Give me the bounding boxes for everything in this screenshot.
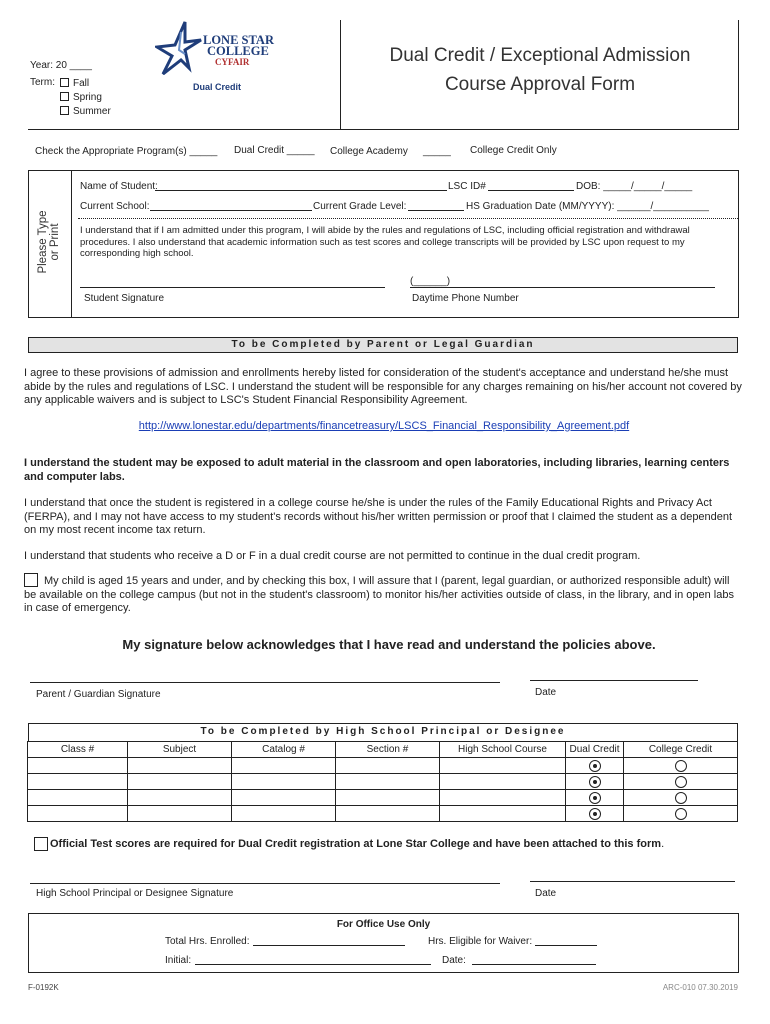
acknowledgement-statement: My signature below acknowledges that I have read and understand the policies above. xyxy=(122,637,656,652)
table-row xyxy=(28,806,738,822)
year-field[interactable]: Year: 20 ____ xyxy=(30,60,92,71)
course-table xyxy=(27,741,738,822)
table-cell-input[interactable] xyxy=(232,806,336,822)
dotted-divider xyxy=(78,218,738,219)
current-school-input[interactable] xyxy=(150,201,312,211)
financial-agreement-link[interactable]: http://www.lonestar.edu/departments/financetreasury/LSCS_Financial_Responsibility_Agreement.pdf xyxy=(138,420,630,432)
principal-signature-label: High School Principal or Designee Signature xyxy=(36,888,234,899)
term-label: Term: xyxy=(30,77,55,88)
college-credit-radio-icon[interactable] xyxy=(675,792,687,804)
principal-section-heading: To be Completed by High School Principal or Designee xyxy=(28,723,738,741)
college-credit-radio-icon[interactable] xyxy=(675,808,687,820)
table-cell-input[interactable] xyxy=(232,758,336,774)
table-cell-input[interactable] xyxy=(336,774,440,790)
table-row xyxy=(28,790,738,806)
hrs-enrolled-input[interactable] xyxy=(253,936,405,946)
adult-material-text: I understand the student may be exposed to adult material in the classroom and open laboratories, including libraries, learning centers and computer labs. xyxy=(24,457,730,483)
table-cell-input[interactable] xyxy=(336,758,440,774)
test-scores-text: Official Test scores are required for Dual Credit registration at Lone Star College and have been attached to this form. xyxy=(50,838,665,850)
table-row xyxy=(28,758,738,774)
col-subject: Subject xyxy=(128,742,232,758)
phone-area-code: (______) xyxy=(410,276,451,287)
table-row xyxy=(28,774,738,790)
logo-text: LONE STAR xyxy=(203,33,274,47)
current-school-label: Current School: xyxy=(80,201,150,212)
table-cell-input[interactable] xyxy=(128,806,232,822)
hrs-waiver-input[interactable] xyxy=(535,936,597,946)
table-cell-input[interactable] xyxy=(128,758,232,774)
table-cell-input[interactable] xyxy=(440,790,566,806)
college-credit-cell xyxy=(624,806,738,822)
header-rule xyxy=(28,129,739,130)
form-subtitle: Course Approval Form xyxy=(444,74,636,95)
form-number: F-0192K xyxy=(28,983,59,992)
table-cell-input[interactable] xyxy=(336,806,440,822)
parent-section-heading: To be Completed by Parent or Legal Guardian xyxy=(28,337,738,353)
col-hs-course: High School Course xyxy=(440,742,566,758)
dual-credit-grade-text: I understand that students who receive a D or F in a dual credit course are not permitted to continue in the dual credit program. xyxy=(24,550,641,562)
table-cell-input[interactable] xyxy=(232,774,336,790)
principal-signature-input[interactable] xyxy=(30,876,500,884)
table-cell-input[interactable] xyxy=(232,790,336,806)
college-credit-cell xyxy=(624,790,738,806)
grade-level-label: Current Grade Level: xyxy=(313,201,407,212)
checkbox-icon[interactable] xyxy=(60,92,69,101)
term-spring[interactable]: Spring xyxy=(60,91,111,105)
table-cell-input[interactable] xyxy=(128,774,232,790)
test-scores-checkbox[interactable] xyxy=(34,837,48,851)
dual-credit-radio-icon[interactable] xyxy=(589,792,601,804)
hrs-enrolled-label: Total Hrs. Enrolled: xyxy=(165,936,250,947)
col-catalog: Catalog # xyxy=(232,742,336,758)
col-dual-credit: Dual Credit xyxy=(566,742,624,758)
dual-credit-cell xyxy=(566,774,624,790)
please-type-label: Please Type or Print xyxy=(37,210,61,274)
term-summer[interactable]: Summer xyxy=(60,105,111,119)
parent-date-input[interactable] xyxy=(530,673,698,681)
initial-input[interactable] xyxy=(195,955,431,965)
table-cell-input[interactable] xyxy=(128,790,232,806)
col-section: Section # xyxy=(336,742,440,758)
lsc-id-label: LSC ID# xyxy=(448,181,486,192)
parent-signature-input[interactable] xyxy=(30,675,500,683)
table-cell-input[interactable] xyxy=(28,774,128,790)
college-logo xyxy=(155,20,295,100)
student-signature-label: Student Signature xyxy=(84,293,165,304)
initial-label: Initial: xyxy=(165,955,192,966)
dual-credit-cell xyxy=(566,806,624,822)
college-credit-cell xyxy=(624,774,738,790)
age-15-text: My child is aged 15 years and under, and by checking this box, I will assure that I (parent, legal guardian, or authorized responsible adult) will be available on the college campus (but not in the student's classroom) to monitor his/her activities outside of class, in the library, and in open labs in case of emergency. xyxy=(24,575,734,614)
table-cell-input[interactable] xyxy=(28,790,128,806)
phone-input[interactable] xyxy=(410,280,715,288)
dob-field[interactable]: DOB: _____/_____/_____ xyxy=(576,181,693,192)
hrs-waiver-label: Hrs. Eligible for Waiver: xyxy=(428,936,533,947)
term-fall[interactable]: Fall xyxy=(60,77,111,91)
phone-label: Daytime Phone Number xyxy=(412,293,519,304)
logo-tagline: Dual Credit xyxy=(193,82,242,92)
dual-credit-radio-icon[interactable] xyxy=(589,808,601,820)
college-credit-radio-icon[interactable] xyxy=(675,776,687,788)
program-blank[interactable]: _____ xyxy=(423,146,451,157)
form-title: Dual Credit / Exceptional Admission xyxy=(389,45,691,66)
table-cell-input[interactable] xyxy=(28,758,128,774)
table-header-row xyxy=(28,742,738,758)
dual-credit-radio-icon[interactable] xyxy=(589,760,601,772)
term-options xyxy=(60,77,111,119)
form-revision: ARC-010 07.30.2019 xyxy=(662,983,738,992)
logo-text: COLLEGE xyxy=(207,44,269,58)
logo-text: CYFAIR xyxy=(215,57,250,67)
program-college-academy[interactable]: College Academy xyxy=(330,146,408,157)
col-college-credit: College Credit xyxy=(624,742,738,758)
star-icon xyxy=(155,20,205,75)
checkbox-icon[interactable] xyxy=(60,78,69,87)
table-cell-input[interactable] xyxy=(440,758,566,774)
grade-level-input[interactable] xyxy=(408,201,464,211)
ferpa-text: I understand that once the student is registered in a college course he/she is under the rules of the Family Educational Rights and Privacy Act (FERPA), and I may not have access to my student's records without his/her written permission or proof that I claimed the student as a dependent on my most recent income tax return. xyxy=(24,497,733,536)
principal-date-input[interactable] xyxy=(530,874,735,882)
dual-credit-radio-icon[interactable] xyxy=(589,776,601,788)
office-date-input[interactable] xyxy=(472,955,596,965)
student-signature-input[interactable] xyxy=(80,280,385,288)
dual-credit-cell xyxy=(566,758,624,774)
table-cell-input[interactable] xyxy=(336,790,440,806)
office-use-heading: For Office Use Only xyxy=(336,919,431,930)
parent-provisions-text: I agree to these provisions of admission and enrollments hereby listed for consideration of the student's acceptance and understand he/she must abide by the rules and regulations of LSC. I understand the student will be responsible for any charges remaining on his/her account not covered by any applicable waivers and is subject to LSC's Student Financial Responsibility Agreement. xyxy=(24,367,742,406)
hs-graduation-field[interactable]: HS Graduation Date (MM/YYYY): ______/__________ xyxy=(466,201,709,212)
principal-date-label: Date xyxy=(535,888,557,899)
student-name-label: Name of Student: xyxy=(80,181,158,192)
college-credit-cell xyxy=(624,758,738,774)
checkbox-icon[interactable] xyxy=(60,106,69,115)
program-label: Check the Appropriate Program(s) _____ xyxy=(35,146,218,157)
program-college-credit-only[interactable]: College Credit Only xyxy=(470,145,557,156)
parent-date-label: Date xyxy=(535,687,557,698)
student-name-input[interactable] xyxy=(155,181,447,191)
table-cell-input[interactable] xyxy=(28,806,128,822)
parent-signature-label: Parent / Guardian Signature xyxy=(36,689,161,700)
lsc-id-input[interactable] xyxy=(488,181,574,191)
col-class: Class # xyxy=(28,742,128,758)
table-cell-input[interactable] xyxy=(440,806,566,822)
office-date-label: Date: xyxy=(442,955,466,966)
table-cell-input[interactable] xyxy=(440,774,566,790)
student-agreement-text: I understand that if I am admitted under this program, I will abide by the rules and regulations of LSC, including official registration and withdrawal procedures. I also understand that academic information such as test scores and college transcripts will be provided by LSC upon request to my corresponding high school. xyxy=(80,225,690,259)
college-credit-radio-icon[interactable] xyxy=(675,760,687,772)
dual-credit-cell xyxy=(566,790,624,806)
program-dual-credit[interactable]: Dual Credit _____ xyxy=(234,145,315,156)
